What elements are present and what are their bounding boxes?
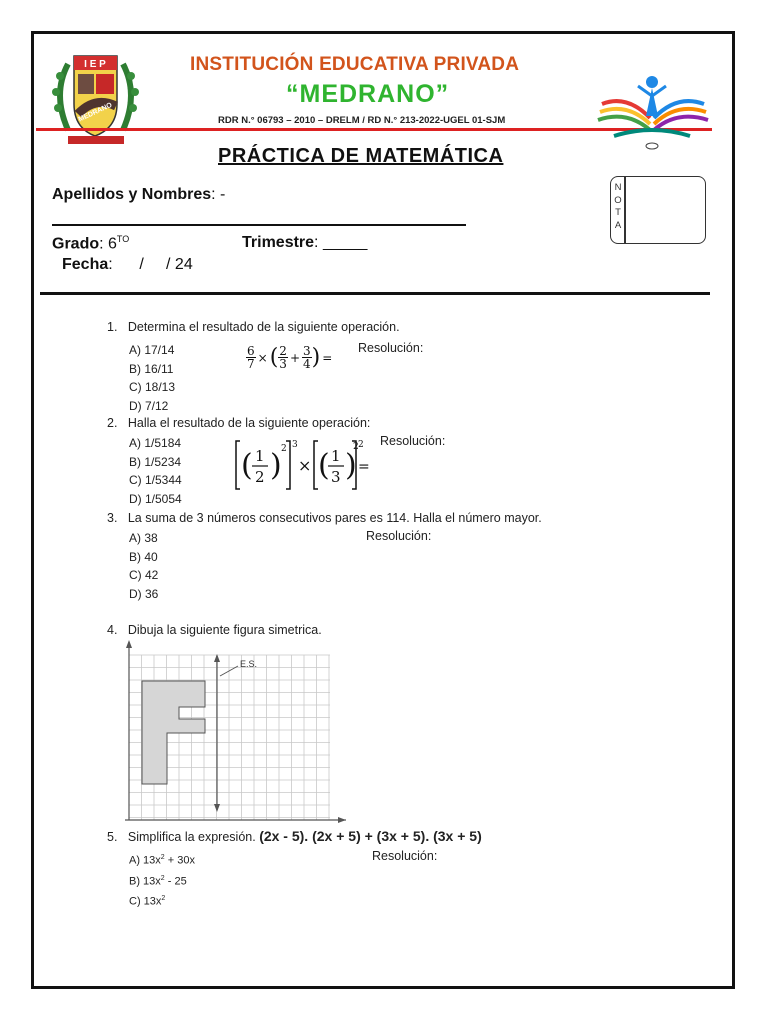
q2-options [129,434,182,508]
question-4 [107,623,322,637]
option-a[interactable]: A) 17/14 [129,343,175,357]
grade-value[interactable]: : 6 [99,235,117,253]
q2-resolution: Resolución: [380,434,446,448]
grade-row [52,234,129,253]
name-row [52,186,225,204]
option-b[interactable]: B) 16/11 [129,361,174,376]
svg-text:2: 2 [358,440,364,450]
q1-options [129,341,175,415]
option-a[interactable]: A) $13x^2 + 30x$ [129,854,195,867]
nota-letter: A [614,219,622,231]
svg-text:2: 2 [353,442,359,452]
name-underline [52,224,466,226]
date-value[interactable]: : / / 24 [108,256,193,273]
option-c[interactable]: C) $13x^2$ [129,895,166,908]
svg-text:1: 1 [331,447,341,465]
question-number: 3. [107,511,118,525]
q3-resolution: Resolución: [366,529,432,543]
name-label: Apellidos y Nombres [52,186,212,203]
question-1 [107,320,400,334]
trimester-value[interactable]: : _____ [314,234,368,251]
question-text: Halla el resultado de la siguiente operación: [127,416,371,430]
question-text: Dibuja la siguiente figura simetrica. [127,623,322,637]
grade-label: Grado [52,235,100,253]
option-a[interactable]: A) 1/5184 [129,436,182,450]
resolution-number: RDR N.° 06793 – 2010 – DRELM / RD N.° 213-2022-UGEL 01-SJM [218,115,506,126]
grid-label: E.S. [240,659,258,669]
svg-text:I E P: I E P [84,59,106,70]
q3-options [129,529,158,603]
question-3 [107,511,542,525]
nota-divider [624,177,626,243]
trimester-row [242,234,367,252]
q5-expression: (2x - 5). (2x + 5) + (3x + 5). (3x + 5) [259,828,482,844]
header-separator [40,292,710,295]
option-a[interactable]: A) 38 [129,531,158,545]
svg-text:(: ( [318,448,330,483]
svg-text:2: 2 [281,444,287,454]
option-b[interactable]: B) 40 [129,549,158,564]
nota-letter: N [614,182,622,193]
question-number: 5. [107,830,118,844]
institution-brand: “MEDRANO” [286,80,450,108]
svg-text:=: = [358,459,370,475]
institution-name: INSTITUCIÓN EDUCATIVA PRIVADA [190,54,520,75]
date-row [62,256,193,274]
option-d[interactable]: D) 36 [129,586,159,601]
school-crest-logo [38,44,153,152]
trimester-label: Trimestre [242,234,315,251]
svg-text:×: × [298,456,312,475]
q5-options [129,849,195,911]
name-value[interactable]: : - [211,186,226,203]
q1-expression: $\frac{6}{7}$ × ( $\frac{2}{3}$ + $\frac{3}{4}$ ) = [247,344,333,371]
f-shape [142,681,205,784]
question-number: 2. [107,416,118,430]
question-text: Determina el resultado de la siguiente operación. [127,320,400,334]
question-text: La suma de 3 números consecutivos pares es 114. Halla el número mayor. [127,511,542,525]
svg-text:): ) [345,448,357,483]
svg-text:(: ( [241,448,253,483]
option-c[interactable]: C) 18/13 [129,380,176,394]
question-5 [107,828,482,844]
page-frame [31,31,735,989]
option-c[interactable]: C) 1/5344 [129,473,182,487]
svg-text:1: 1 [255,447,265,465]
education-book-logo [592,66,712,154]
date-label: Fecha [62,256,109,273]
svg-text:3: 3 [331,468,341,486]
question-text: Simplifica la expresión. [127,830,256,844]
symmetry-grid [120,638,350,826]
nota-letter: T [615,207,621,218]
option-d[interactable]: D) 1/5054 [129,491,182,506]
question-2 [107,416,370,430]
option-c[interactable]: C) 42 [129,568,159,582]
question-number: 1. [107,320,118,334]
svg-text:3: 3 [292,440,298,450]
option-b[interactable]: B) 1/5234 [129,454,182,469]
svg-text:MEDRANO: MEDRANO [77,101,114,124]
nota-letter: O [614,194,622,206]
grade-sup: TO [116,234,130,244]
svg-text:2: 2 [255,468,265,486]
question-number: 4. [107,623,118,637]
q5-resolution: Resolución: [372,849,438,863]
nota-label [612,182,624,232]
worksheet-title: PRÁCTICA DE MATEMÁTICA [218,145,504,167]
q2-expression [232,437,372,493]
option-d[interactable]: D) 7/12 [129,398,169,413]
q1-resolution: Resolución: [358,341,424,355]
svg-text:): ) [270,448,282,483]
option-b[interactable]: B) $13x^2 - 25$ [129,874,187,888]
